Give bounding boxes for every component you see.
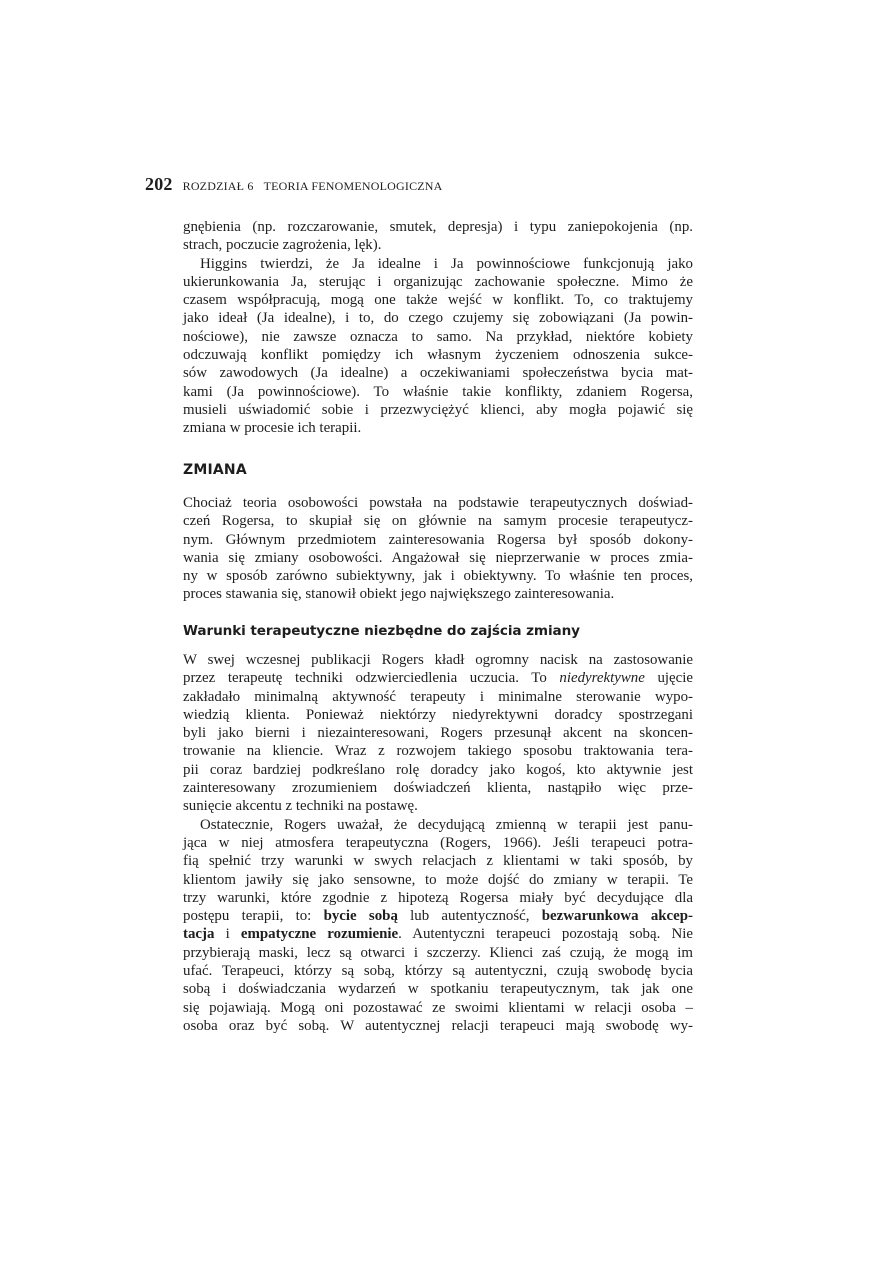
text-line: fią spełnić trzy warunki w swych relacjach z klientami w taki sposób, by bbox=[183, 853, 693, 870]
page-number: 202 bbox=[145, 174, 173, 194]
bold-term: bezwarunkowa akcep- bbox=[541, 908, 694, 925]
text-line: ukierunkowania Ja, sterując i organizując zachowanie społeczne. Mimo że bbox=[183, 273, 693, 290]
text-line: klientom jawiły się jako sensowne, to może dojść do zmiany w terapii. Te bbox=[183, 871, 693, 888]
text-line: zainteresowany zrozumieniem doświadczeń klienta, nastąpiło więc prze- bbox=[183, 780, 693, 797]
running-head bbox=[183, 179, 443, 194]
text-line: strach, poczucie zagrożenia, lęk). bbox=[183, 237, 382, 254]
paragraph-zmiana bbox=[183, 494, 693, 604]
text-line: nym. Głównym przedmiotem zainteresowania Rogersa był sposób dokony- bbox=[183, 531, 693, 548]
text-line: trowanie na kliencie. Wraz z rozwojem takiego sposobu traktowania tera- bbox=[183, 743, 693, 760]
text-line: proces stawania się, stanowił obiekt jego największego zainteresowania. bbox=[183, 586, 615, 603]
text-line: ufać. Terapeuci, którzy są sobą, którzy są autentyczni, czują swobodę bycia bbox=[183, 963, 693, 980]
text-line: trzy warunki, które zgodnie z hipotezą Rogersa miały być decydujące dla bbox=[183, 889, 693, 906]
bold-term: tacja bbox=[183, 926, 215, 943]
text-line: czasem współpracują, mogą one także wejść w konflikt. To, co traktujemy bbox=[183, 292, 693, 309]
text-line: postępu terapii, to: bycie sobą lub autentyczność, bezwarunkowa akcep- bbox=[183, 908, 694, 925]
text-line: kami (Ja powinnościowe). To właśnie takie konflikty, zdaniem Rogersa, bbox=[183, 383, 693, 400]
text-line: przez terapeutę techniki odzwierciedlenia uczucia. To niedyrektywne ujęcie bbox=[183, 670, 693, 687]
text-line: zakładało minimalną aktywność terapeuty i minimalne sterowanie wypo- bbox=[183, 688, 693, 705]
text-line: wania się zmiany osobowości. Angażował się nieprzerwanie w proces zmia- bbox=[183, 549, 693, 566]
text-line: sobą i doświadczania wydarzeń w spotkaniu terapeutycznym, tak jak one bbox=[183, 981, 693, 998]
text-line: nościowe), nie zawsze oznacza to samo. Na przykład, niektóre kobiety bbox=[183, 328, 693, 345]
text-line: musieli uświadomić sobie i przezwyciężyć klienci, aby mogła pojawić się bbox=[183, 401, 693, 418]
text-line: gnębienia (np. rozczarowanie, smutek, depresja) i typu zaniepokojenia (np. bbox=[183, 219, 693, 235]
text-line: czeń Rogersa, to skupiał się on głównie na samym procesie terapeutycz- bbox=[183, 513, 693, 530]
text-line: sunięcie akcentu z techniki na postawę. bbox=[183, 798, 418, 815]
paragraph-group-intro bbox=[183, 218, 693, 438]
emphasis-term: niedyrektywne bbox=[559, 670, 645, 687]
text-line: odczuwają konflikt pomiędzy ich własnym życzeniem odnoszenia sukce- bbox=[183, 347, 693, 364]
text-line: byli jako bierni i niezainteresowani, Rogers przesunął akcent na skoncen- bbox=[183, 725, 693, 742]
chapter-label: ROZDZIAŁ 6 bbox=[182, 179, 254, 193]
subsection-heading: Warunki terapeutyczne niezbędne do zajścia zmiany bbox=[183, 623, 580, 639]
text-line: się pojawiają. Mogą oni pozostawać ze swoimi klientami w relacji osoba – bbox=[183, 999, 693, 1016]
bold-term: empatyczne rozumienie bbox=[240, 926, 399, 943]
text-line: jąca w niej atmosfera terapeutyczna (Rogers, 1966). Jeśli terapeuci potra- bbox=[183, 834, 693, 851]
text-line: ny w sposób zarówno subiektywny, jak i obiektywny. To właśnie ten proces, bbox=[183, 568, 693, 585]
text-line: tacja i empatyczne rozumienie. Autentyczni terapeuci pozostają sobą. Nie bbox=[183, 926, 693, 943]
text-line: zmiana w procesie ich terapii. bbox=[183, 420, 362, 437]
text-line: Chociaż teoria osobowości powstała na podstawie terapeutycznych doświad- bbox=[183, 495, 693, 511]
text-line: pii coraz bardziej podkreślano rolę doradcy jako kogoś, kto aktywnie jest bbox=[183, 761, 693, 778]
text-line: Ostatecznie, Rogers uważał, że decydującą zmienną w terapii jest panu- bbox=[200, 816, 693, 833]
section-heading: ZMIANA bbox=[183, 462, 247, 478]
bold-term: bycie sobą bbox=[323, 908, 398, 925]
paragraph-group-conditions bbox=[183, 651, 693, 1035]
text-line: jako ideał (Ja idealne), i to, do czego czujemy się zobowiązani (Ja powin- bbox=[183, 310, 693, 327]
text-line: Higgins twierdzi, że Ja idealne i Ja powinnościowe funkcjonują jako bbox=[200, 255, 693, 272]
text-line: przybierają maski, lecz są otwarci i szczerzy. Klienci zaś czują, że mogą im bbox=[183, 944, 693, 961]
running-header bbox=[145, 174, 705, 195]
text-line: W swej wczesnej publikacji Rogers kładł ogromny nacisk na zastosowanie bbox=[183, 652, 693, 668]
chapter-title: TEORIA FENOMENOLOGICZNA bbox=[263, 179, 443, 193]
text-line: wiedzią klienta. Ponieważ niektórzy niedyrektywni doradcy spostrzegani bbox=[183, 706, 693, 723]
text-line: osoba oraz być sobą. W autentycznej relacji terapeuci mają swobodę wy- bbox=[183, 1017, 693, 1034]
text-line: sów zawodowych (Ja idealne) a oczekiwaniami społeczeństwa bycia mat- bbox=[183, 365, 693, 382]
